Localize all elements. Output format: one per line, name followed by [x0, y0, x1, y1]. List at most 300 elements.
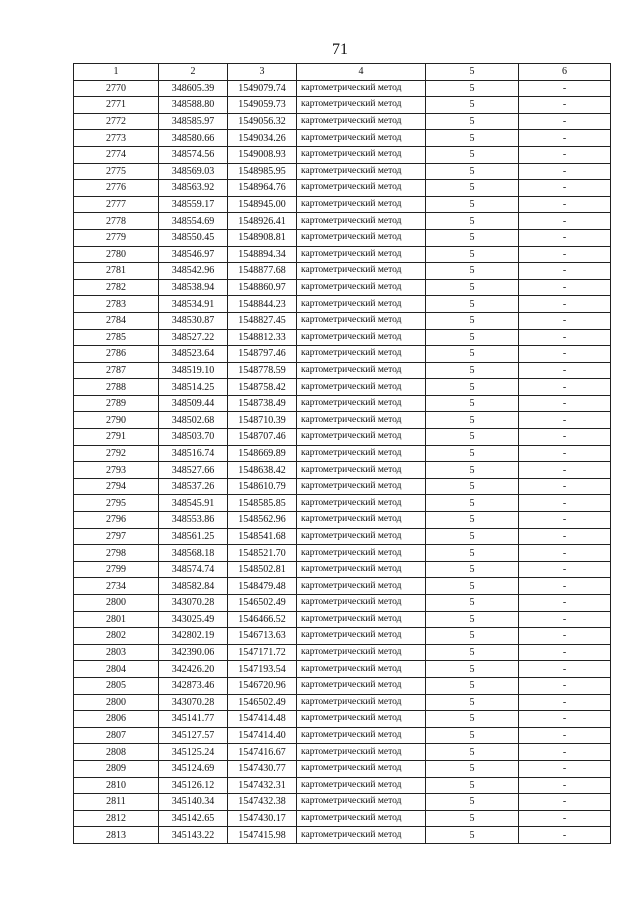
point-number-cell: 2800: [74, 595, 159, 612]
x-coordinate-cell: 345140.34: [159, 794, 228, 811]
method-cell: картометрический метод: [297, 512, 426, 529]
coordinates-table: [73, 63, 611, 844]
point-number-cell: 2794: [74, 478, 159, 495]
point-number-cell: 2800: [74, 694, 159, 711]
x-coordinate-cell: 348514.25: [159, 379, 228, 396]
method-cell: картометрический метод: [297, 329, 426, 346]
note-cell: -: [519, 146, 611, 163]
x-coordinate-cell: 348550.45: [159, 229, 228, 246]
note-cell: -: [519, 329, 611, 346]
y-coordinate-cell: 1547414.40: [228, 727, 297, 744]
note-cell: -: [519, 694, 611, 711]
accuracy-cell: 5: [426, 229, 519, 246]
table-row: [74, 561, 611, 578]
point-number-cell: 2792: [74, 445, 159, 462]
accuracy-cell: 5: [426, 329, 519, 346]
table-row: [74, 163, 611, 180]
method-cell: картометрический метод: [297, 279, 426, 296]
method-cell: картометрический метод: [297, 362, 426, 379]
table-row: [74, 677, 611, 694]
method-cell: картометрический метод: [297, 661, 426, 678]
note-cell: -: [519, 578, 611, 595]
table-row: [74, 97, 611, 114]
x-coordinate-cell: 348559.17: [159, 196, 228, 213]
method-cell: картометрический метод: [297, 379, 426, 396]
method-cell: картометрический метод: [297, 146, 426, 163]
x-coordinate-cell: 348561.25: [159, 528, 228, 545]
y-coordinate-cell: 1548985.95: [228, 163, 297, 180]
table-row: [74, 528, 611, 545]
accuracy-cell: 5: [426, 561, 519, 578]
y-coordinate-cell: 1549059.73: [228, 97, 297, 114]
table-row: [74, 644, 611, 661]
header-cell: 2: [159, 64, 228, 81]
table-row: [74, 180, 611, 197]
accuracy-cell: 5: [426, 595, 519, 612]
note-cell: -: [519, 196, 611, 213]
accuracy-cell: 5: [426, 545, 519, 562]
table-row: [74, 362, 611, 379]
note-cell: -: [519, 595, 611, 612]
header-cell: 1: [74, 64, 159, 81]
method-cell: картометрический метод: [297, 827, 426, 844]
note-cell: -: [519, 395, 611, 412]
note-cell: -: [519, 644, 611, 661]
point-number-cell: 2786: [74, 346, 159, 363]
note-cell: -: [519, 827, 611, 844]
accuracy-cell: 5: [426, 312, 519, 329]
x-coordinate-cell: 342426.20: [159, 661, 228, 678]
y-coordinate-cell: 1548812.33: [228, 329, 297, 346]
x-coordinate-cell: 348530.87: [159, 312, 228, 329]
point-number-cell: 2777: [74, 196, 159, 213]
accuracy-cell: 5: [426, 661, 519, 678]
table-row: [74, 512, 611, 529]
note-cell: -: [519, 445, 611, 462]
x-coordinate-cell: 348542.96: [159, 263, 228, 280]
x-coordinate-cell: 348537.26: [159, 478, 228, 495]
accuracy-cell: 5: [426, 512, 519, 529]
note-cell: -: [519, 462, 611, 479]
x-coordinate-cell: 342802.19: [159, 628, 228, 645]
point-number-cell: 2770: [74, 80, 159, 97]
accuracy-cell: 5: [426, 362, 519, 379]
method-cell: картометрический метод: [297, 395, 426, 412]
accuracy-cell: 5: [426, 578, 519, 595]
x-coordinate-cell: 348509.44: [159, 395, 228, 412]
table-row: [74, 495, 611, 512]
table-row: [74, 329, 611, 346]
table-row: [74, 312, 611, 329]
note-cell: -: [519, 810, 611, 827]
point-number-cell: 2789: [74, 395, 159, 412]
accuracy-cell: 5: [426, 777, 519, 794]
accuracy-cell: 5: [426, 395, 519, 412]
point-number-cell: 2772: [74, 113, 159, 130]
method-cell: картометрический метод: [297, 312, 426, 329]
table-row: [74, 744, 611, 761]
y-coordinate-cell: 1548710.39: [228, 412, 297, 429]
y-coordinate-cell: 1548479.48: [228, 578, 297, 595]
method-cell: картометрический метод: [297, 229, 426, 246]
accuracy-cell: 5: [426, 644, 519, 661]
note-cell: -: [519, 611, 611, 628]
note-cell: -: [519, 163, 611, 180]
header-cell: 4: [297, 64, 426, 81]
point-number-cell: 2805: [74, 677, 159, 694]
note-cell: -: [519, 429, 611, 446]
method-cell: картометрический метод: [297, 196, 426, 213]
note-cell: -: [519, 512, 611, 529]
accuracy-cell: 5: [426, 113, 519, 130]
table-row: [74, 661, 611, 678]
note-cell: -: [519, 777, 611, 794]
point-number-cell: 2809: [74, 760, 159, 777]
method-cell: картометрический метод: [297, 744, 426, 761]
table-row: [74, 246, 611, 263]
method-cell: картометрический метод: [297, 727, 426, 744]
point-number-cell: 2788: [74, 379, 159, 396]
table-row: [74, 810, 611, 827]
table-row: [74, 395, 611, 412]
x-coordinate-cell: 348585.97: [159, 113, 228, 130]
note-cell: -: [519, 130, 611, 147]
point-number-cell: 2779: [74, 229, 159, 246]
point-number-cell: 2778: [74, 213, 159, 230]
method-cell: картометрический метод: [297, 263, 426, 280]
note-cell: -: [519, 113, 611, 130]
method-cell: картометрический метод: [297, 611, 426, 628]
table-row: [74, 296, 611, 313]
point-number-cell: 2785: [74, 329, 159, 346]
point-number-cell: 2812: [74, 810, 159, 827]
y-coordinate-cell: 1548844.23: [228, 296, 297, 313]
x-coordinate-cell: 348554.69: [159, 213, 228, 230]
point-number-cell: 2795: [74, 495, 159, 512]
point-number-cell: 2787: [74, 362, 159, 379]
accuracy-cell: 5: [426, 694, 519, 711]
method-cell: картометрический метод: [297, 445, 426, 462]
table-body: [74, 64, 611, 844]
accuracy-cell: 5: [426, 429, 519, 446]
y-coordinate-cell: 1549008.93: [228, 146, 297, 163]
method-cell: картометрический метод: [297, 677, 426, 694]
point-number-cell: 2808: [74, 744, 159, 761]
method-cell: картометрический метод: [297, 760, 426, 777]
y-coordinate-cell: 1548521.70: [228, 545, 297, 562]
accuracy-cell: 5: [426, 163, 519, 180]
table-row: [74, 628, 611, 645]
table-row: [74, 263, 611, 280]
method-cell: картометрический метод: [297, 80, 426, 97]
x-coordinate-cell: 348519.10: [159, 362, 228, 379]
method-cell: картометрический метод: [297, 578, 426, 595]
x-coordinate-cell: 348569.03: [159, 163, 228, 180]
point-number-cell: 2783: [74, 296, 159, 313]
x-coordinate-cell: 345126.12: [159, 777, 228, 794]
y-coordinate-cell: 1548860.97: [228, 279, 297, 296]
method-cell: картометрический метод: [297, 163, 426, 180]
y-coordinate-cell: 1548638.42: [228, 462, 297, 479]
note-cell: -: [519, 727, 611, 744]
point-number-cell: 2776: [74, 180, 159, 197]
y-coordinate-cell: 1548945.00: [228, 196, 297, 213]
point-number-cell: 2810: [74, 777, 159, 794]
accuracy-cell: 5: [426, 760, 519, 777]
point-number-cell: 2781: [74, 263, 159, 280]
point-number-cell: 2799: [74, 561, 159, 578]
point-number-cell: 2796: [74, 512, 159, 529]
note-cell: -: [519, 412, 611, 429]
note-cell: -: [519, 263, 611, 280]
note-cell: -: [519, 312, 611, 329]
y-coordinate-cell: 1548610.79: [228, 478, 297, 495]
method-cell: картометрический метод: [297, 628, 426, 645]
y-coordinate-cell: 1547432.38: [228, 794, 297, 811]
header-cell: 5: [426, 64, 519, 81]
note-cell: -: [519, 180, 611, 197]
table-row: [74, 80, 611, 97]
table-row: [74, 827, 611, 844]
note-cell: -: [519, 346, 611, 363]
point-number-cell: 2790: [74, 412, 159, 429]
point-number-cell: 2791: [74, 429, 159, 446]
method-cell: картометрический метод: [297, 180, 426, 197]
accuracy-cell: 5: [426, 213, 519, 230]
accuracy-cell: 5: [426, 246, 519, 263]
accuracy-cell: 5: [426, 628, 519, 645]
point-number-cell: 2782: [74, 279, 159, 296]
accuracy-cell: 5: [426, 744, 519, 761]
method-cell: картометрический метод: [297, 545, 426, 562]
method-cell: картометрический метод: [297, 810, 426, 827]
point-number-cell: 2803: [74, 644, 159, 661]
note-cell: -: [519, 528, 611, 545]
point-number-cell: 2811: [74, 794, 159, 811]
accuracy-cell: 5: [426, 462, 519, 479]
y-coordinate-cell: 1548797.46: [228, 346, 297, 363]
point-number-cell: 2734: [74, 578, 159, 595]
method-cell: картометрический метод: [297, 777, 426, 794]
table-row: [74, 545, 611, 562]
table-row: [74, 130, 611, 147]
x-coordinate-cell: 348574.56: [159, 146, 228, 163]
note-cell: -: [519, 561, 611, 578]
x-coordinate-cell: 343025.49: [159, 611, 228, 628]
note-cell: -: [519, 628, 611, 645]
accuracy-cell: 5: [426, 611, 519, 628]
table-header-row: [74, 64, 611, 81]
point-number-cell: 2807: [74, 727, 159, 744]
accuracy-cell: 5: [426, 528, 519, 545]
note-cell: -: [519, 744, 611, 761]
y-coordinate-cell: 1546720.96: [228, 677, 297, 694]
note-cell: -: [519, 296, 611, 313]
table-row: [74, 445, 611, 462]
method-cell: картометрический метод: [297, 346, 426, 363]
point-number-cell: 2780: [74, 246, 159, 263]
note-cell: -: [519, 362, 611, 379]
note-cell: -: [519, 545, 611, 562]
x-coordinate-cell: 345127.57: [159, 727, 228, 744]
accuracy-cell: 5: [426, 495, 519, 512]
accuracy-cell: 5: [426, 146, 519, 163]
x-coordinate-cell: 348553.86: [159, 512, 228, 529]
table-row: [74, 429, 611, 446]
note-cell: -: [519, 97, 611, 114]
table-row: [74, 595, 611, 612]
x-coordinate-cell: 348538.94: [159, 279, 228, 296]
y-coordinate-cell: 1548738.49: [228, 395, 297, 412]
table-row: [74, 196, 611, 213]
x-coordinate-cell: 342873.46: [159, 677, 228, 694]
accuracy-cell: 5: [426, 478, 519, 495]
accuracy-cell: 5: [426, 810, 519, 827]
x-coordinate-cell: 345142.65: [159, 810, 228, 827]
note-cell: -: [519, 677, 611, 694]
note-cell: -: [519, 379, 611, 396]
table-row: [74, 279, 611, 296]
y-coordinate-cell: 1547416.67: [228, 744, 297, 761]
note-cell: -: [519, 760, 611, 777]
point-number-cell: 2797: [74, 528, 159, 545]
y-coordinate-cell: 1547430.77: [228, 760, 297, 777]
y-coordinate-cell: 1549079.74: [228, 80, 297, 97]
table-row: [74, 462, 611, 479]
x-coordinate-cell: 348588.80: [159, 97, 228, 114]
accuracy-cell: 5: [426, 379, 519, 396]
accuracy-cell: 5: [426, 794, 519, 811]
method-cell: картометрический метод: [297, 495, 426, 512]
y-coordinate-cell: 1548541.68: [228, 528, 297, 545]
method-cell: картометрический метод: [297, 644, 426, 661]
point-number-cell: 2774: [74, 146, 159, 163]
point-number-cell: 2802: [74, 628, 159, 645]
y-coordinate-cell: 1546713.63: [228, 628, 297, 645]
method-cell: картометрический метод: [297, 412, 426, 429]
x-coordinate-cell: 348574.74: [159, 561, 228, 578]
accuracy-cell: 5: [426, 97, 519, 114]
y-coordinate-cell: 1547193.54: [228, 661, 297, 678]
x-coordinate-cell: 348605.39: [159, 80, 228, 97]
y-coordinate-cell: 1548758.42: [228, 379, 297, 396]
method-cell: картометрический метод: [297, 296, 426, 313]
y-coordinate-cell: 1548827.45: [228, 312, 297, 329]
point-number-cell: 2784: [74, 312, 159, 329]
note-cell: -: [519, 229, 611, 246]
point-number-cell: 2813: [74, 827, 159, 844]
x-coordinate-cell: 348527.22: [159, 329, 228, 346]
method-cell: картометрический метод: [297, 113, 426, 130]
x-coordinate-cell: 345125.24: [159, 744, 228, 761]
point-number-cell: 2773: [74, 130, 159, 147]
x-coordinate-cell: 345143.22: [159, 827, 228, 844]
accuracy-cell: 5: [426, 412, 519, 429]
table-row: [74, 412, 611, 429]
accuracy-cell: 5: [426, 677, 519, 694]
table-row: [74, 578, 611, 595]
method-cell: картометрический метод: [297, 429, 426, 446]
table-row: [74, 346, 611, 363]
y-coordinate-cell: 1546502.49: [228, 595, 297, 612]
y-coordinate-cell: 1547430.17: [228, 810, 297, 827]
note-cell: -: [519, 661, 611, 678]
table-row: [74, 146, 611, 163]
table-row: [74, 727, 611, 744]
point-number-cell: 2801: [74, 611, 159, 628]
point-number-cell: 2798: [74, 545, 159, 562]
x-coordinate-cell: 342390.06: [159, 644, 228, 661]
accuracy-cell: 5: [426, 130, 519, 147]
y-coordinate-cell: 1546466.52: [228, 611, 297, 628]
x-coordinate-cell: 343070.28: [159, 694, 228, 711]
point-number-cell: 2804: [74, 661, 159, 678]
x-coordinate-cell: 348527.66: [159, 462, 228, 479]
table-row: [74, 777, 611, 794]
note-cell: -: [519, 478, 611, 495]
x-coordinate-cell: 348580.66: [159, 130, 228, 147]
accuracy-cell: 5: [426, 711, 519, 728]
table-row: [74, 711, 611, 728]
accuracy-cell: 5: [426, 296, 519, 313]
y-coordinate-cell: 1548908.81: [228, 229, 297, 246]
x-coordinate-cell: 343070.28: [159, 595, 228, 612]
y-coordinate-cell: 1548964.76: [228, 180, 297, 197]
note-cell: -: [519, 794, 611, 811]
method-cell: картометрический метод: [297, 462, 426, 479]
table-row: [74, 379, 611, 396]
method-cell: картометрический метод: [297, 794, 426, 811]
method-cell: картометрический метод: [297, 97, 426, 114]
method-cell: картометрический метод: [297, 595, 426, 612]
table-row: [74, 113, 611, 130]
accuracy-cell: 5: [426, 80, 519, 97]
y-coordinate-cell: 1548877.68: [228, 263, 297, 280]
x-coordinate-cell: 348568.18: [159, 545, 228, 562]
table-row: [74, 760, 611, 777]
note-cell: -: [519, 213, 611, 230]
table-row: [74, 694, 611, 711]
y-coordinate-cell: 1548562.96: [228, 512, 297, 529]
point-number-cell: 2806: [74, 711, 159, 728]
accuracy-cell: 5: [426, 346, 519, 363]
x-coordinate-cell: 348534.91: [159, 296, 228, 313]
header-cell: 3: [228, 64, 297, 81]
note-cell: -: [519, 279, 611, 296]
accuracy-cell: 5: [426, 263, 519, 280]
x-coordinate-cell: 348545.91: [159, 495, 228, 512]
y-coordinate-cell: 1548502.81: [228, 561, 297, 578]
y-coordinate-cell: 1548669.89: [228, 445, 297, 462]
y-coordinate-cell: 1548926.41: [228, 213, 297, 230]
method-cell: картометрический метод: [297, 694, 426, 711]
method-cell: картометрический метод: [297, 246, 426, 263]
accuracy-cell: 5: [426, 727, 519, 744]
note-cell: -: [519, 495, 611, 512]
x-coordinate-cell: 348546.97: [159, 246, 228, 263]
method-cell: картометрический метод: [297, 711, 426, 728]
y-coordinate-cell: 1547432.31: [228, 777, 297, 794]
x-coordinate-cell: 348563.92: [159, 180, 228, 197]
y-coordinate-cell: 1548778.59: [228, 362, 297, 379]
y-coordinate-cell: 1547415.98: [228, 827, 297, 844]
accuracy-cell: 5: [426, 445, 519, 462]
header-cell: 6: [519, 64, 611, 81]
x-coordinate-cell: 348523.64: [159, 346, 228, 363]
x-coordinate-cell: 348502.68: [159, 412, 228, 429]
table-row: [74, 794, 611, 811]
y-coordinate-cell: 1547414.48: [228, 711, 297, 728]
